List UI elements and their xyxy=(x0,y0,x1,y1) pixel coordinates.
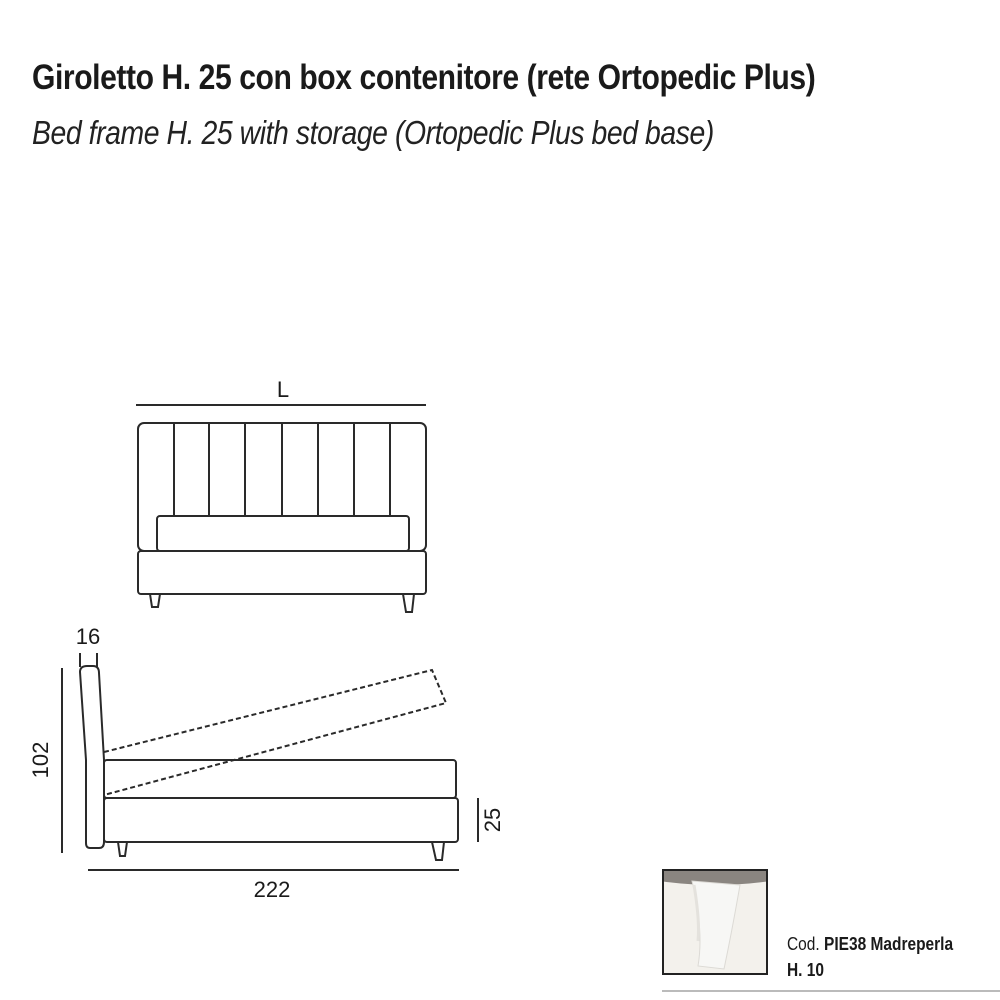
foot-code-prefix: Cod. xyxy=(787,934,820,954)
foot-swatch-drawing xyxy=(664,871,766,973)
page-title: Giroletto H. 25 con box contenitore (rete Ortopedic Plus) xyxy=(32,58,816,97)
front-right-foot xyxy=(403,594,414,612)
side-back-foot xyxy=(432,842,444,860)
width-label: L xyxy=(276,377,290,402)
foot-swatch-image xyxy=(662,869,768,975)
foot-code-line xyxy=(787,931,953,957)
bed-frame xyxy=(138,551,426,594)
side-front-foot xyxy=(118,842,127,856)
footer-divider xyxy=(662,990,1000,992)
frame-height-label: 25 xyxy=(480,807,505,833)
total-height-label: 102 xyxy=(28,741,53,779)
headboard-channels xyxy=(174,423,390,516)
front-left-foot xyxy=(150,594,160,607)
side-headboard xyxy=(80,666,104,848)
side-bed-frame xyxy=(104,798,458,842)
side-bed-base xyxy=(104,760,456,798)
foot-height-line xyxy=(787,957,953,983)
total-length-label: 222 xyxy=(253,877,291,902)
front-view xyxy=(136,377,426,612)
foot-caption xyxy=(787,931,953,983)
side-view xyxy=(28,624,505,902)
headboard-thickness-label: 16 xyxy=(75,624,101,649)
lifted-base-dashed xyxy=(104,670,446,795)
foot-code: PIE38 Madreperla xyxy=(824,934,954,954)
page-subtitle: Bed frame H. 25 with storage (Ortopedic Plus bed base) xyxy=(32,114,714,151)
bed-base xyxy=(157,516,409,551)
foot-height: H. 10 xyxy=(787,960,825,980)
